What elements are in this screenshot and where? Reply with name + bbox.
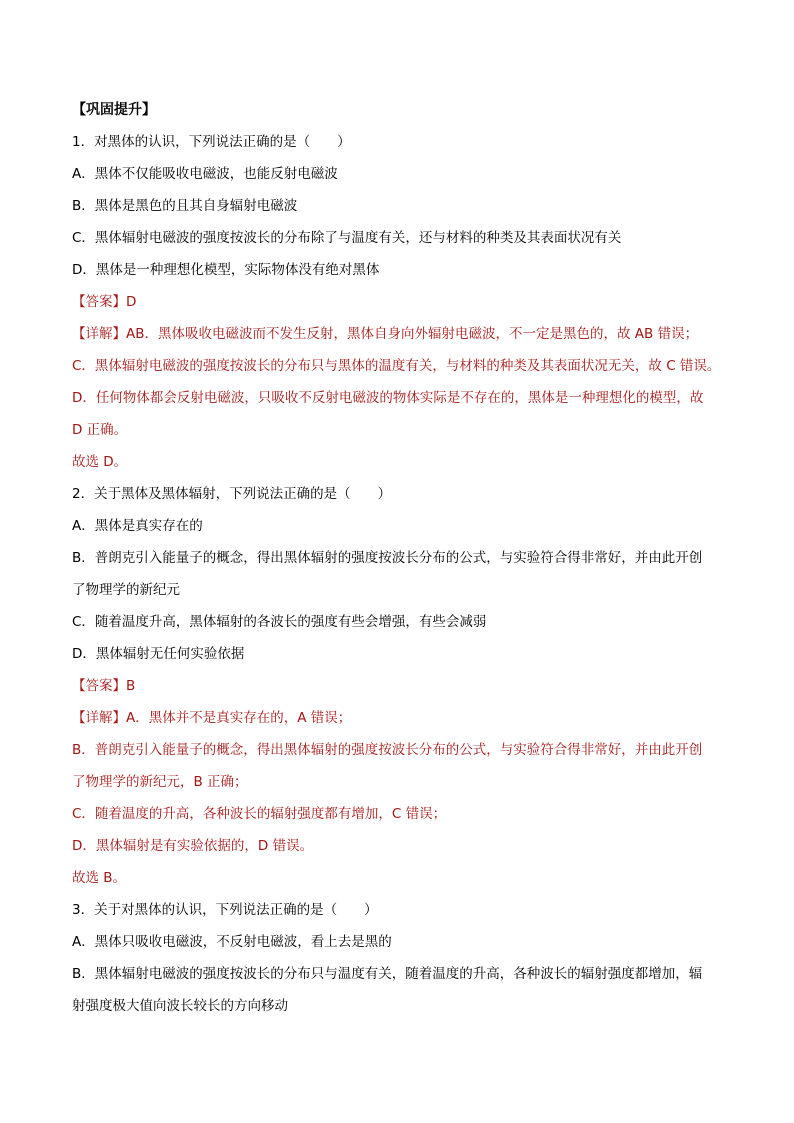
q1-detail-4: D 正确。 bbox=[72, 422, 128, 438]
section-title: 【巩固提升】 bbox=[72, 102, 156, 118]
q1-option-a: A．黑体不仅能吸收电磁波，也能反射电磁波 bbox=[72, 166, 338, 182]
q2-detail-4: C．随着温度的升高，各种波长的辐射强度都有增加，C 错误； bbox=[72, 806, 447, 822]
q2-detail-2: B．普朗克引入能量子的概念，得出黑体辐射的强度按波长分布的公式，与实验符合得非常好，并由此开创 bbox=[72, 742, 703, 758]
q1-option-b: B．黑体是黑色的且其自身辐射电磁波 bbox=[72, 198, 298, 214]
q1-option-d: D．黑体是一种理想化模型，实际物体没有绝对黑体 bbox=[72, 262, 380, 278]
q2-option-a: A．黑体是真实存在的 bbox=[72, 518, 203, 534]
q1-detail-1: 【详解】AB．黑体吸收电磁波而不发生反射，黑体自身向外辐射电磁波，不一定是黑色的，故 AB 错误； bbox=[72, 326, 699, 342]
q2-stem: 2．关于黑体及黑体辐射，下列说法正确的是（ ） bbox=[72, 486, 392, 502]
q3-option-b-line-1: B．黑体辐射电磁波的强度按波长的分布只与温度有关，随着温度的升高，各种波长的辐射强度都增加，辐 bbox=[72, 966, 703, 982]
q2-option-c: C．随着温度升高，黑体辐射的各波长的强度有些会增强，有些会减弱 bbox=[72, 614, 487, 630]
q1-answer: 【答案】D bbox=[72, 294, 137, 310]
q1-detail-2: C．黑体辐射电磁波的强度按波长的分布只与黑体的温度有关，与材料的种类及其表面状况无关，故 C 错误。 bbox=[72, 358, 721, 374]
q2-option-b-line-2: 了物理学的新纪元 bbox=[72, 582, 180, 598]
q1-detail-3: D．任何物体都会反射电磁波，只吸收不反射电磁波的物体实际是不存在的，黑体是一种理想化的模型，故 bbox=[72, 390, 704, 406]
q1-conclusion: 故选 D。 bbox=[72, 454, 128, 470]
q2-option-d: D．黑体辐射无任何实验依据 bbox=[72, 646, 245, 662]
q3-option-a: A．黑体只吸收电磁波，不反射电磁波，看上去是黑的 bbox=[72, 934, 392, 950]
q3-stem: 3．关于对黑体的认识，下列说法正确的是（ ） bbox=[72, 902, 378, 918]
q1-stem: 1．对黑体的认识，下列说法正确的是（ ） bbox=[72, 134, 351, 150]
q2-answer: 【答案】B bbox=[72, 678, 136, 694]
q2-conclusion: 故选 B。 bbox=[72, 870, 127, 886]
q2-detail-3: 了物理学的新纪元，B 正确； bbox=[72, 774, 248, 790]
q3-option-b-line-2: 射强度极大值向波长较长的方向移动 bbox=[72, 998, 288, 1014]
q2-option-b-line-1: B．普朗克引入能量子的概念，得出黑体辐射的强度按波长分布的公式，与实验符合得非常好，并由此开创 bbox=[72, 550, 703, 566]
q2-detail-1: 【详解】A．黑体并不是真实存在的，A 错误； bbox=[72, 710, 352, 726]
q1-option-c: C．黑体辐射电磁波的强度按波长的分布除了与温度有关，还与材料的种类及其表面状况有关 bbox=[72, 230, 622, 246]
q2-detail-5: D．黑体辐射是有实验依据的，D 错误。 bbox=[72, 838, 314, 854]
